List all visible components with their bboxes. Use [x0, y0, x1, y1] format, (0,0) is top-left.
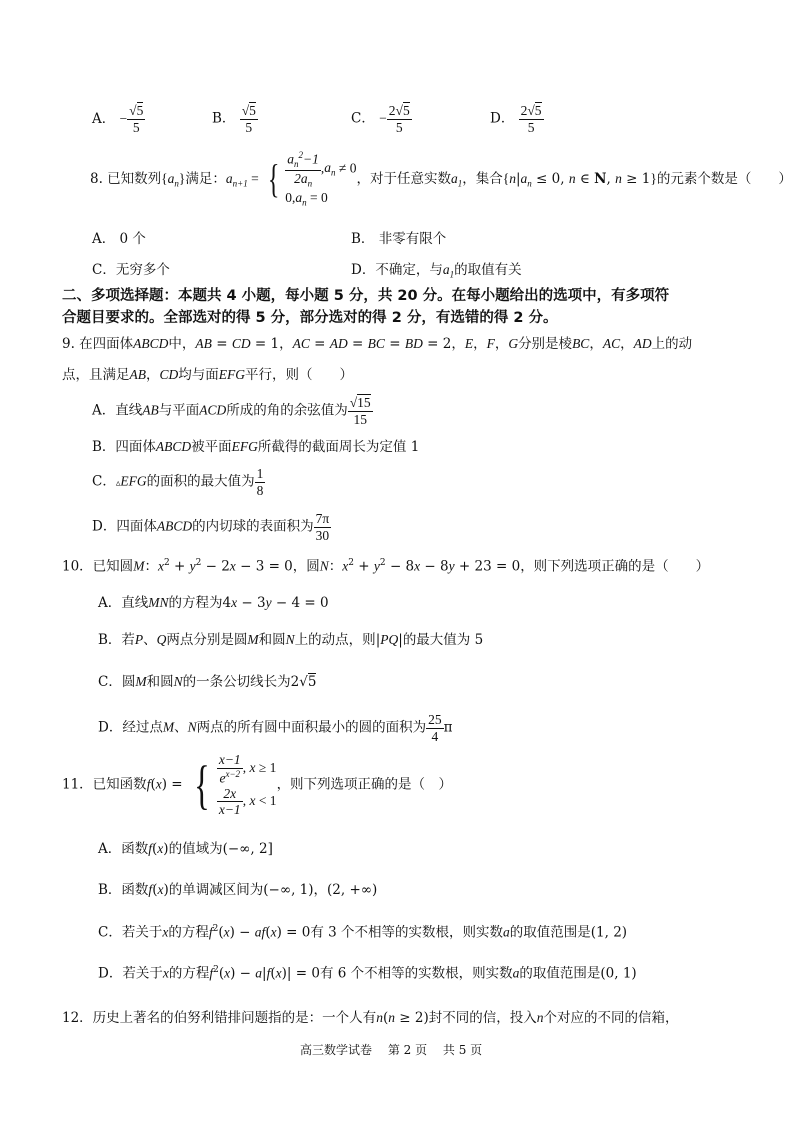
q11-stem: 11．已知函数f(x) = { $\frac{x-1}{e^{x-2}}$ , x ≥ 1 $\frac{2x}{x-1}$ , x < 1 ，则下列选项正确的是（ ）	[62, 752, 453, 818]
q9-stem-line2: 点，且满足AB，CD均与面EFG平行，则（ ）	[62, 367, 354, 383]
q11-option-a: A．函数f(x)的值域为(−∞, 2]	[98, 841, 273, 857]
q9-stem-line1: 9. 在四面体ABCD中，AB = CD = 1，AC = AD = BC = BD = 2，E，F，G分别是棱BC，AC，AD上的动	[62, 336, 693, 352]
q9-option-d: D．四面体ABCD的内切球的表面积为 $\frac{7\pi}{30}$	[92, 511, 330, 543]
q7-option-b: B． $\frac{√5}{5}$	[212, 103, 256, 135]
q11-option-d: D．若关于x的方程$f^2(x) - a|f(x)| = 0$有 6 个不相等的实数根，则实数a的取值范围是(0, 1)	[98, 965, 637, 982]
q10-option-b: B．若P、Q两点分别是圆M和圆N上的动点，则|PQ|的最大值为 5	[98, 632, 484, 648]
q7-option-c: C． − $\frac{2√5}{5}$	[351, 103, 410, 135]
q7-option-a: A． − $\frac{√5}{5}$	[92, 103, 144, 135]
q11-option-b: B．函数f(x)的单调减区间为(−∞, 1)，(2, +∞)	[98, 882, 378, 898]
q9-option-b: B．四面体ABCD被平面EFG所截得的截面周长为定值 1	[92, 439, 420, 455]
section-heading-line1: 二、多项选择题：本题共 4 小题，每小题 5 分，共 20 分。在每小题给出的选项中，有多项符	[62, 288, 670, 304]
q11-option-c: C．若关于x的方程$f^2(x) - af(x) = 0$有 3 个不相等的实数根，则实数a的取值范围是(1, 2)	[98, 924, 628, 941]
q12-stem: 12．历史上著名的伯努利错排问题指的是：一个人有n(n ≥ 2)封不同的信，投入n个对应的不同的信箱，	[62, 1010, 679, 1026]
q10-stem: 10．已知圆M：$x^2 + y^2 - 2x - 3 = 0$，圆N：$x^2 + y^2 - 8x - 8y + 23 = 0$，则下列选项正确的是（ ）	[62, 558, 710, 575]
q7-options	[92, 103, 145, 135]
q8-option-c: C．无穷多个	[92, 262, 170, 278]
q10-option-d: D．经过点M、N两点的所有圆中面积最小的圆的面积为 $\frac{25}{4}$ π	[98, 712, 453, 744]
q9-option-a: A．直线AB与平面ACD所成的角的余弦值为 $\frac{√15}{15}$	[92, 395, 371, 427]
q8-stem: 8. 已知数列$\{a_n\}$满足：$a_{n+1}$ = { $\frac{a_n^2-1}{2a_n}$ $,a_n \ne 0$ $0,a_n = 0$ ，对于任意实数$a_1$，集合{$n|a_n \le 0$, n ∈ N, n ≥ 1}的元素个数是（ ）	[90, 150, 792, 208]
q8-option-b: B． 非零有限个	[351, 231, 447, 247]
q8-option-d: D．不确定，与$a_1$的取值有关	[351, 262, 522, 280]
q9-option-c: C．▵EFG的面积的最大值为 $\frac{1}{8}$	[92, 466, 264, 498]
q10-option-c: C．圆M和圆N的一条公切线长为2√5	[98, 674, 317, 690]
q10-option-a: A．直线MN的方程为4x − 3y − 4 = 0	[98, 595, 329, 611]
q8-option-a: A． 0 个	[92, 231, 146, 247]
page-footer: 高三数学试卷 第 2 页 共 5 页	[300, 1043, 483, 1057]
section-heading-line2: 合题目要求的。全部选对的得 5 分，部分选对的得 2 分，有选错的得 2 分。	[62, 310, 558, 326]
q7-option-d: D． $\frac{2√5}{5}$	[490, 103, 542, 135]
